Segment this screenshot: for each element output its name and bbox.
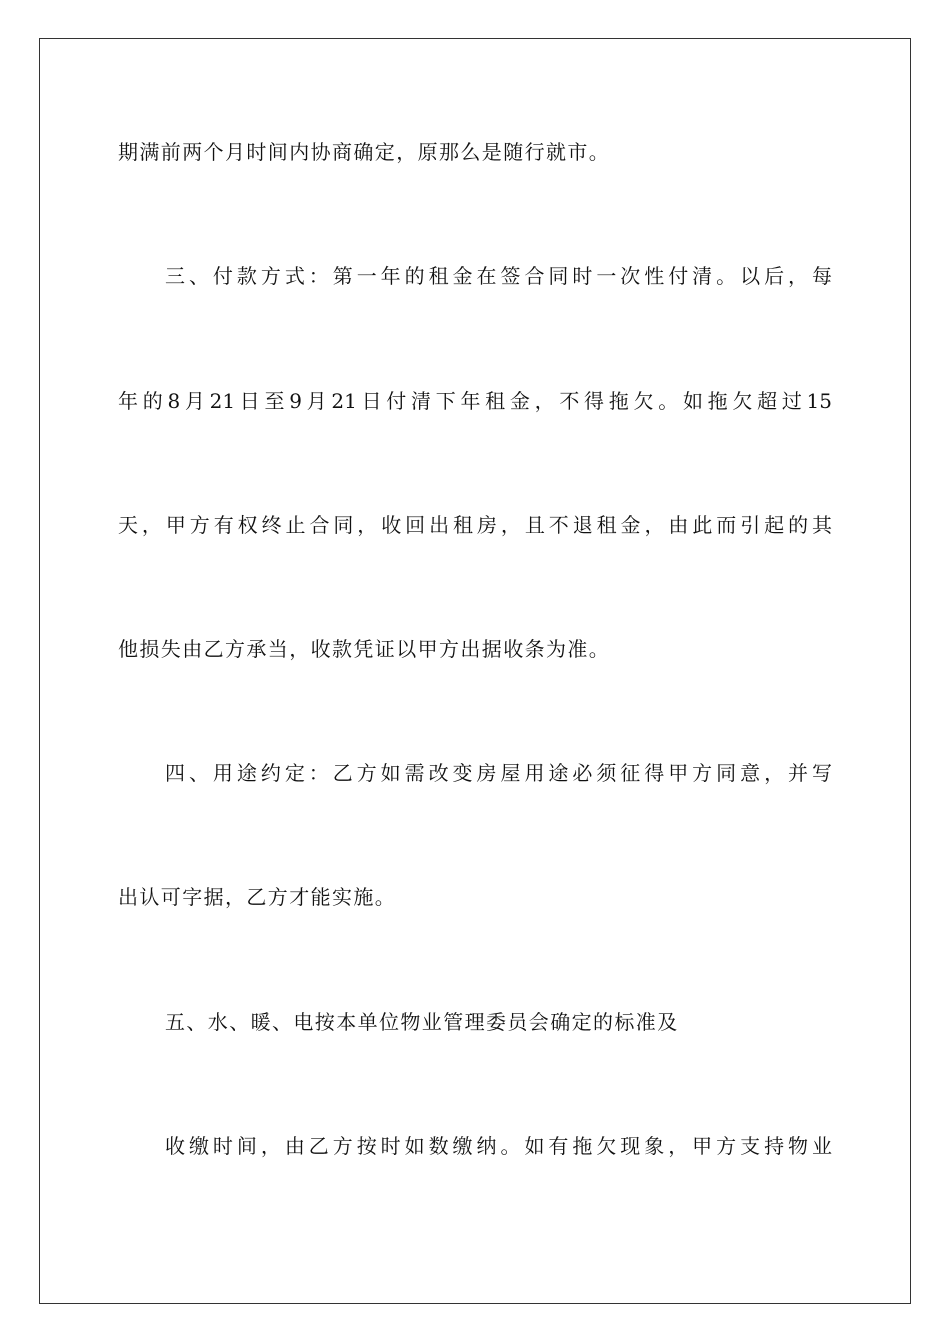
text-line-7: 出认可字据，乙方才能实施。 (118, 885, 397, 909)
text-line-5: 他损失由乙方承当，收款凭证以甲方出据收条为准。 (118, 637, 611, 661)
text-line-4: 天，甲方有权终止合同，收回出租房，且不退租金，由此而引起的其 (118, 513, 832, 537)
text-line-6: 四、用途约定：乙方如需改变房屋用途必须征得甲方同意，并写 (165, 761, 832, 785)
text-line-3: 年的8月21日至9月21日付清下年租金，不得拖欠。如拖欠超过15 (118, 389, 832, 413)
page-frame (39, 38, 911, 1304)
text-line-8: 五、水、暖、电按本单位物业管理委员会确定的标准及 (165, 1010, 679, 1034)
text-line-1: 期满前两个月时间内协商确定，原那么是随行就市。 (118, 140, 611, 164)
text-line-9: 收缴时间，由乙方按时如数缴纳。如有拖欠现象，甲方支持物业 (165, 1134, 832, 1158)
text-line-2: 三、付款方式：第一年的租金在签合同时一次性付清。以后，每 (165, 264, 832, 288)
